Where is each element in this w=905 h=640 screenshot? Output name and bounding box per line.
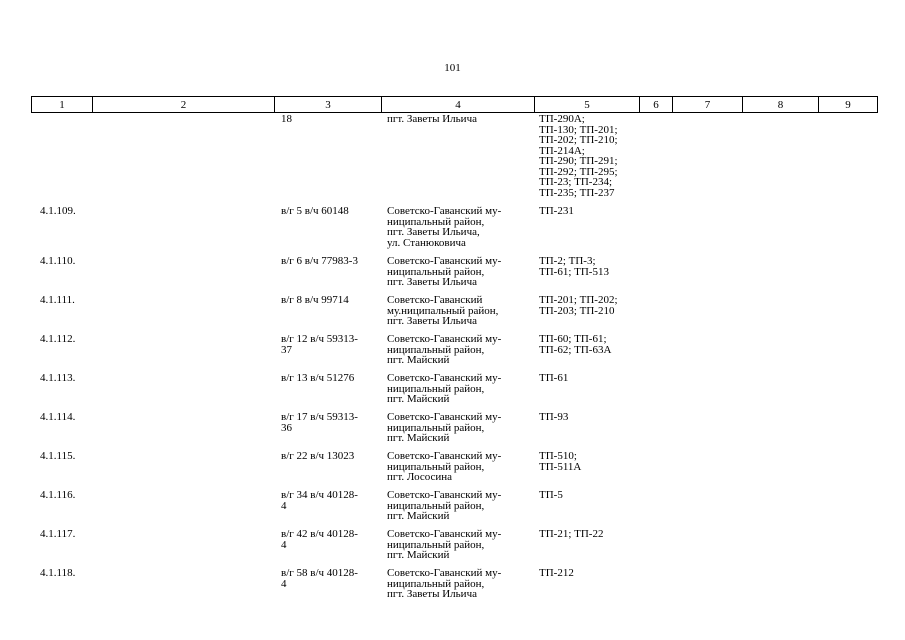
- substation-cell: ТП-61: [539, 372, 569, 384]
- table-row: [31, 206, 877, 256]
- row-number: 4.1.112.: [40, 333, 76, 345]
- column-header-table: [31, 96, 878, 113]
- substation-cell: ТП-2; ТП-3; ТП-61; ТП-513: [539, 255, 609, 278]
- header-col-6: 6: [640, 97, 673, 113]
- location-cell: Советско-Гаванский му- ниципальный район, пгт. Майский: [387, 333, 502, 366]
- page-number: 101: [444, 62, 461, 74]
- row-number: 4.1.111.: [40, 294, 75, 306]
- military-unit-cell: в/г 34 в/ч 40128- 4: [281, 489, 358, 512]
- location-cell: пгт. Заветы Ильича: [387, 113, 477, 125]
- military-unit-cell: в/г 5 в/ч 60148: [281, 205, 349, 217]
- table-row: [31, 256, 877, 295]
- location-cell: Советско-Гаванский му- ниципальный район, пгт. Майский: [387, 528, 502, 561]
- military-unit-cell: в/г 13 в/ч 51276: [281, 372, 355, 384]
- military-unit-cell: в/г 58 в/ч 40128- 4: [281, 567, 358, 590]
- row-number: 4.1.117.: [40, 528, 76, 540]
- header-col-1: 1: [32, 97, 93, 113]
- table-row: [31, 490, 877, 529]
- header-col-7: 7: [673, 97, 743, 113]
- substation-cell: ТП-93: [539, 411, 569, 423]
- row-number: 4.1.116.: [40, 489, 76, 501]
- substation-cell: ТП-212: [539, 567, 574, 579]
- military-unit-cell: 18: [281, 113, 292, 125]
- location-cell: Советско-Гаванский му- ниципальный район, пгт. Лососина: [387, 450, 502, 483]
- table-body: [31, 114, 877, 608]
- location-cell: Советско-Гаванский му.ниципальный район, пгт. Заветы Ильича: [387, 294, 499, 327]
- substation-cell: ТП-510; ТП-511А: [539, 450, 582, 473]
- header-col-3: 3: [275, 97, 382, 113]
- table-row: [31, 568, 877, 608]
- location-cell: Советско-Гаванский му- ниципальный район, пгт. Заветы Ильича, ул. Станюковича: [387, 205, 502, 249]
- location-cell: Советско-Гаванский му- ниципальный район, пгт. Майский: [387, 411, 502, 444]
- header-col-9: 9: [819, 97, 878, 113]
- table-row: [31, 295, 877, 334]
- substation-cell: ТП-60; ТП-61; ТП-62; ТП-63А: [539, 333, 612, 356]
- substation-cell: ТП-231: [539, 205, 574, 217]
- substation-cell: ТП-290А; ТП-130; ТП-201; ТП-202; ТП-210; ТП-214А; ТП-290; ТП-291; ТП-292; ТП-295; ТП-23; ТП-234; ТП-235; ТП-237: [539, 113, 618, 199]
- header-row: [32, 97, 878, 113]
- location-cell: Советско-Гаванский му- ниципальный район, пгт. Заветы Ильича: [387, 567, 502, 600]
- table-row: [31, 373, 877, 412]
- location-cell: Советско-Гаванский му- ниципальный район, пгт. Заветы Ильича: [387, 255, 502, 288]
- header-col-2: 2: [93, 97, 275, 113]
- military-unit-cell: в/г 22 в/ч 13023: [281, 450, 355, 462]
- table-row: [31, 451, 877, 490]
- military-unit-cell: в/г 8 в/ч 99714: [281, 294, 349, 306]
- row-number: 4.1.114.: [40, 411, 76, 423]
- row-number: 4.1.115.: [40, 450, 76, 462]
- row-number: 4.1.118.: [40, 567, 76, 579]
- header-col-5: 5: [535, 97, 640, 113]
- substation-cell: ТП-201; ТП-202; ТП-203; ТП-210: [539, 294, 618, 317]
- header-col-8: 8: [743, 97, 819, 113]
- military-unit-cell: в/г 6 в/ч 77983-3: [281, 255, 358, 267]
- location-cell: Советско-Гаванский му- ниципальный район, пгт. Майский: [387, 372, 502, 405]
- row-number: 4.1.113.: [40, 372, 76, 384]
- table-row: [31, 529, 877, 568]
- table-row: [31, 334, 877, 373]
- military-unit-cell: в/г 12 в/ч 59313- 37: [281, 333, 358, 356]
- substation-cell: ТП-5: [539, 489, 563, 501]
- location-cell: Советско-Гаванский му- ниципальный район, пгт. Майский: [387, 489, 502, 522]
- row-number: 4.1.109.: [40, 205, 76, 217]
- table-row: [31, 114, 877, 206]
- header-col-4: 4: [382, 97, 535, 113]
- military-unit-cell: в/г 17 в/ч 59313- 36: [281, 411, 358, 434]
- table-row: [31, 412, 877, 451]
- substation-cell: ТП-21; ТП-22: [539, 528, 604, 540]
- military-unit-cell: в/г 42 в/ч 40128- 4: [281, 528, 358, 551]
- row-number: 4.1.110.: [40, 255, 76, 267]
